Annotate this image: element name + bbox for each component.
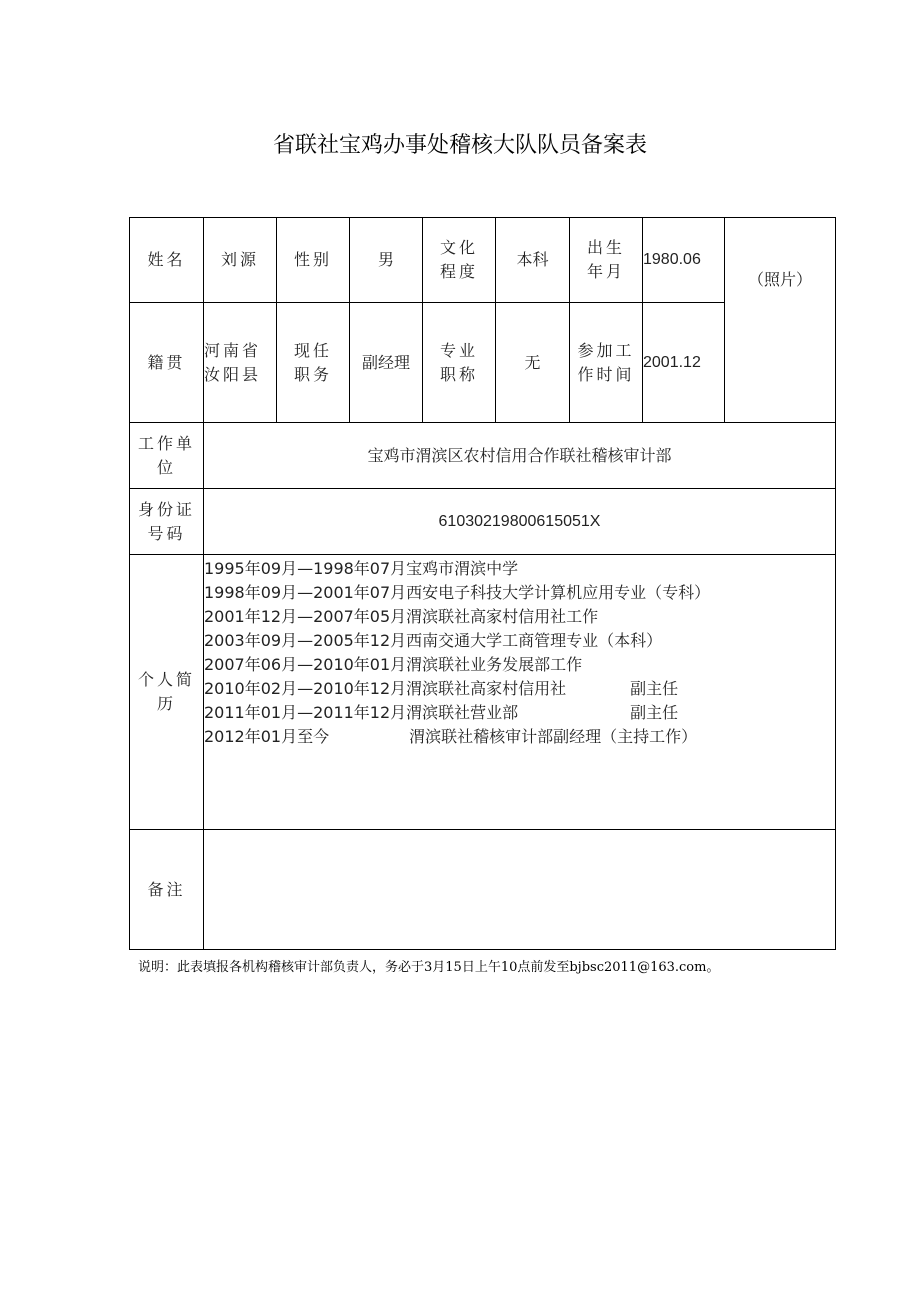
work-start-value: 2001.12 [643,303,725,423]
resume-line: 2012年01月至今 渭滨联社稽核审计部副经理（主持工作） [204,727,698,746]
resume-content [204,555,836,830]
row-work-unit [130,423,836,489]
registration-form-table [129,217,836,950]
resume-line: 1995年09月—1998年07月宝鸡市渭滨中学 [204,559,519,578]
photo-label: （照片） [747,270,812,289]
page-title: 省联社宝鸡办事处稽核大队队员备案表 [272,133,647,158]
row-basic-info [130,218,836,303]
resume-line: 1998年09月—2001年07月西安电子科技大学计算机应用专业（专科） [204,583,711,602]
professional-title-value: 无 [496,303,570,423]
id-number-label: 身份证号码 [130,489,204,555]
row-resume [130,555,836,830]
work-unit-value: 宝鸡市渭滨区农村信用合作联社稽核审计部 [204,423,836,489]
native-place-label: 籍贯 [130,303,204,423]
row-id-number [130,489,836,555]
birth-label: 出生年月 [570,218,643,303]
gender-value: 男 [350,218,423,303]
id-number-value: 61030219800615051X [204,489,836,555]
work-start-label: 参加工作时间 [570,303,643,423]
remarks-value [204,830,836,950]
education-value: 本科 [496,218,570,303]
remarks-label: 备注 [130,830,204,950]
position-label: 现任职务 [277,303,350,423]
professional-title-label: 专业职称 [423,303,496,423]
resume-line: 2007年06月—2010年01月渭滨联社业务发展部工作 [204,655,583,674]
photo-area [725,218,836,423]
resume-line: 2003年09月—2005年12月西南交通大学工商管理专业（本科） [204,631,663,650]
resume-label: 个人简历 [130,555,204,830]
gender-label: 性别 [277,218,350,303]
birth-value: 1980.06 [643,218,725,303]
name-label: 姓名 [130,218,204,303]
resume-line: 2010年02月—2010年12月渭滨联社高家村信用社 副主任 [204,679,679,698]
resume-line: 2001年12月—2007年05月渭滨联社高家村信用社工作 [204,607,599,626]
row-remarks [130,830,836,950]
footnote: 说明：此表填报各机构稽核审计部负责人，务必于3月15日上午10点前发至bjbsc2011@163.com。 [138,960,720,975]
education-label: 文化程度 [423,218,496,303]
native-place-value: 河南省汝阳县 [204,303,277,423]
resume-line: 2011年01月—2011年12月渭滨联社营业部 副主任 [204,703,679,722]
name-value: 刘源 [204,218,277,303]
position-value: 副经理 [350,303,423,423]
work-unit-label: 工作单位 [130,423,204,489]
